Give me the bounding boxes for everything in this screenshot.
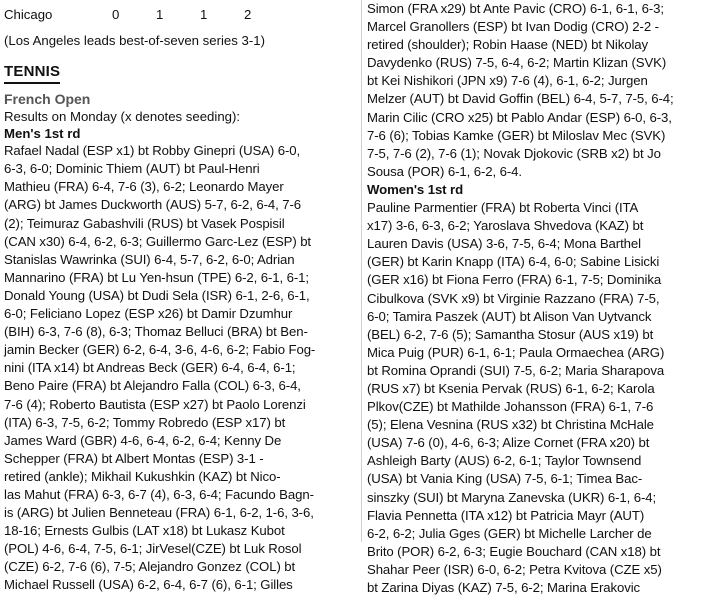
- event-title: French Open: [4, 91, 91, 108]
- result-line: retired (ankle); Mikhail Kukushkin (KAZ) bt Nico-: [4, 468, 281, 484]
- result-line: (CAN x30) 6-4, 6-2, 6-3; Guillermo Garc-Lez (ESP) bt: [4, 233, 311, 249]
- right-column: [367, 0, 699, 597]
- result-line: 6-0; Feliciano Lopez (ESP x26) bt Damir Dzumhur: [4, 306, 293, 322]
- result-line: nini (ITA x14) bt Andreas Beck (GER) 6-4, 6-4, 6-1;: [4, 360, 296, 376]
- result-line: x17) 3-6, 6-3, 6-2; Yaroslava Shvedova (KAZ) bt: [367, 218, 644, 234]
- result-line: James Ward (GBR) 4-6, 6-4, 6-2, 6-4; Kenny De: [4, 432, 282, 448]
- score-team: Chicago: [4, 7, 53, 22]
- left-column: [4, 0, 358, 595]
- result-line: (CZE) 6-2, 7-6 (6), 7-5; Alejandro Gonzez (COL) bt: [4, 559, 296, 575]
- score-row: [4, 6, 358, 24]
- result-line: Rafael Nadal (ESP x1) bt Robby Ginepri (USA) 6-0,: [4, 143, 301, 159]
- result-line: 6-2, 6-2; Julia Gges (GER) bt Michelle Larcher de: [367, 525, 652, 541]
- result-line: Marcel Granollers (ESP) bt Ivan Dodig (CRO) 2-2 -: [367, 19, 659, 35]
- result-line: retired (shoulder); Robin Haase (NED) bt Nikolay: [367, 37, 649, 53]
- womens-heading: Women's 1st rd: [367, 181, 464, 197]
- result-line: Beno Paire (FRA) bt Alejandro Falla (COL) 6-3, 6-4,: [4, 378, 301, 394]
- womens-results: [367, 199, 699, 597]
- result-line: Melzer (AUT) bt David Goffin (BEL) 6-4, 5-7, 7-5, 6-4;: [367, 91, 674, 107]
- result-line: 6-3, 6-0; Dominic Thiem (AUT) bt Paul-Henri: [4, 161, 260, 177]
- result-line: (GER x16) bt Fiona Ferro (FRA) 6-1, 7-5; Dominika: [367, 272, 662, 288]
- result-line: (RUS x7) bt Ksenia Pervak (RUS) 6-1, 6-2; Karola: [367, 380, 655, 396]
- result-line: 7-6 (4); Roberto Bautista (ESP x27) bt Paolo Lorenzi: [4, 396, 306, 412]
- results-intro: Results on Monday (x denotes seeding):: [4, 109, 241, 125]
- mens-results: [4, 142, 358, 594]
- result-line: Mica Puig (PUR) 6-1, 6-1; Paula Ormaechea (ARG): [367, 344, 665, 360]
- series-note: (Los Angeles leads best-of-seven series 3-1): [4, 33, 265, 49]
- score-period-3: 1: [200, 7, 208, 22]
- mens-heading: Men's 1st rd: [4, 126, 81, 142]
- score-period-2: 1: [156, 7, 164, 22]
- result-line: Brito (POR) 6-2, 6-3; Eugie Bouchard (CAN x18) bt: [367, 543, 661, 559]
- result-line: is (ARG) bt Julien Benneteau (FRA) 6-1, 6-2, 1-6, 3-6,: [4, 505, 314, 521]
- result-line: 7-6 (6); Tobias Kamke (GER) bt Miloslav Mec (SVK): [367, 127, 666, 143]
- result-line: (5); Elena Vesnina (RUS x32) bt Christina McHale: [367, 417, 654, 433]
- result-line: Lauren Davis (USA) 3-6, 7-5, 6-4; Mona Barthel: [367, 236, 641, 252]
- result-line: (GER) bt Karin Knapp (ITA) 6-4, 6-0; Sabine Lisicki: [367, 254, 660, 270]
- section-title: TENNIS: [4, 64, 60, 84]
- result-line: Marin Cilic (CRO x25) bt Pablo Andar (ESP) 6-0, 6-3,: [367, 109, 672, 125]
- result-line: Michael Russell (USA) 6-2, 6-4, 6-7 (6), 6-1; Gilles: [4, 577, 293, 593]
- result-line: Cibulkova (SVK x9) bt Virginie Razzano (FRA) 7-5,: [367, 290, 660, 306]
- result-line: (BIH) 6-3, 7-6 (8), 6-3; Thomaz Belluci (BRA) bt Ben-: [4, 324, 308, 340]
- result-line: Mannarino (FRA) bt Lu Yen-hsun (TPE) 6-2, 6-1, 6-1;: [4, 269, 309, 285]
- result-line: bt Romina Oprandi (SUI) 7-5, 6-2; Maria Sharapova: [367, 362, 665, 378]
- result-line: Flavia Pennetta (ITA x12) bt Patricia Mayr (AUT): [367, 507, 645, 523]
- result-line: las Mahut (FRA) 6-3, 6-7 (4), 6-3, 6-4; Facundo Bagn-: [4, 486, 314, 502]
- result-line: Stanislas Wawrinka (SUI) 6-4, 5-7, 6-2, 6-0; Adrian: [4, 251, 295, 267]
- result-line: (USA) bt Vania King (USA) 7-5, 6-1; Timea Bac-: [367, 471, 643, 487]
- result-line: bt Zarina Diyas (KAZ) 7-5, 6-2; Marina Erakovic: [367, 580, 641, 595]
- score-period-1: 0: [112, 7, 120, 22]
- result-line: Shahar Peer (ISR) 6-0, 6-2; Petra Kvitova (CZE x5): [367, 561, 662, 577]
- result-line: 18-16; Ernests Gulbis (LAT x18) bt Lukasz Kubot: [4, 523, 285, 539]
- result-line: Mathieu (FRA) 6-4, 7-6 (3), 6-2; Leonardo Mayer: [4, 179, 284, 195]
- result-line: (BEL) 6-2, 7-6 (5); Samantha Stosur (AUS x19) bt: [367, 326, 654, 342]
- result-line: (ARG) bt James Duckworth (AUS) 5-7, 6-2, 6-4, 7-6: [4, 197, 302, 213]
- result-line: Schepper (FRA) bt Albert Montas (ESP) 3-1 -: [4, 450, 264, 466]
- result-line: Simon (FRA x29) bt Ante Pavic (CRO) 6-1, 6-1, 6-3;: [367, 1, 664, 16]
- result-line: Donald Young (USA) bt Dudi Sela (ISR) 6-1, 2-6, 6-1,: [4, 287, 310, 303]
- result-line: (USA) 7-6 (0), 4-6, 6-3; Alize Cornet (FRA x20) bt: [367, 435, 650, 451]
- mens-results-continued: [367, 0, 699, 181]
- column-divider: [361, 0, 362, 542]
- result-line: jamin Becker (GER) 6-2, 6-4, 3-6, 4-6, 6-2; Fabio Fog-: [4, 342, 316, 358]
- result-line: bt Kei Nishikori (JPN x9) 7-6 (4), 6-1, 6-2; Jurgen: [367, 73, 648, 89]
- section-title-wrap: [4, 64, 60, 84]
- result-line: Davydenko (RUS) 7-5, 6-4, 6-2; Martin Klizan (SVK): [367, 55, 667, 71]
- result-line: sinszky (SUI) bt Maryna Zanevska (UKR) 6-1, 6-4;: [367, 489, 657, 505]
- result-line: Ashleigh Barty (AUS) 6-2, 6-1; Taylor Townsend: [367, 453, 642, 469]
- result-line: (POL) 4-6, 6-4, 7-5, 6-1; JirVesel(CZE) bt Luk Rosol: [4, 541, 302, 557]
- result-line: (2); Teimuraz Gabashvili (RUS) bt Vasek Pospisil: [4, 215, 285, 231]
- result-line: Sousa (POR) 6-1, 6-2, 6-4.: [367, 163, 522, 179]
- score-total: 2: [244, 7, 252, 22]
- result-line: 7-5, 7-6 (2), 7-6 (1); Novak Djokovic (SRB x2) bt Jo: [367, 145, 661, 161]
- result-line: Pauline Parmentier (FRA) bt Roberta Vinci (ITA: [367, 200, 639, 216]
- result-line: (ITA) 6-3, 7-5, 6-2; Tommy Robredo (ESP x17) bt: [4, 414, 286, 430]
- result-line: Plkov(CZE) bt Mathilde Johansson (FRA) 6-1, 7-6: [367, 399, 654, 415]
- result-line: 6-0; Tamira Paszek (AUT) bt Alison Van Uytvanck: [367, 308, 652, 324]
